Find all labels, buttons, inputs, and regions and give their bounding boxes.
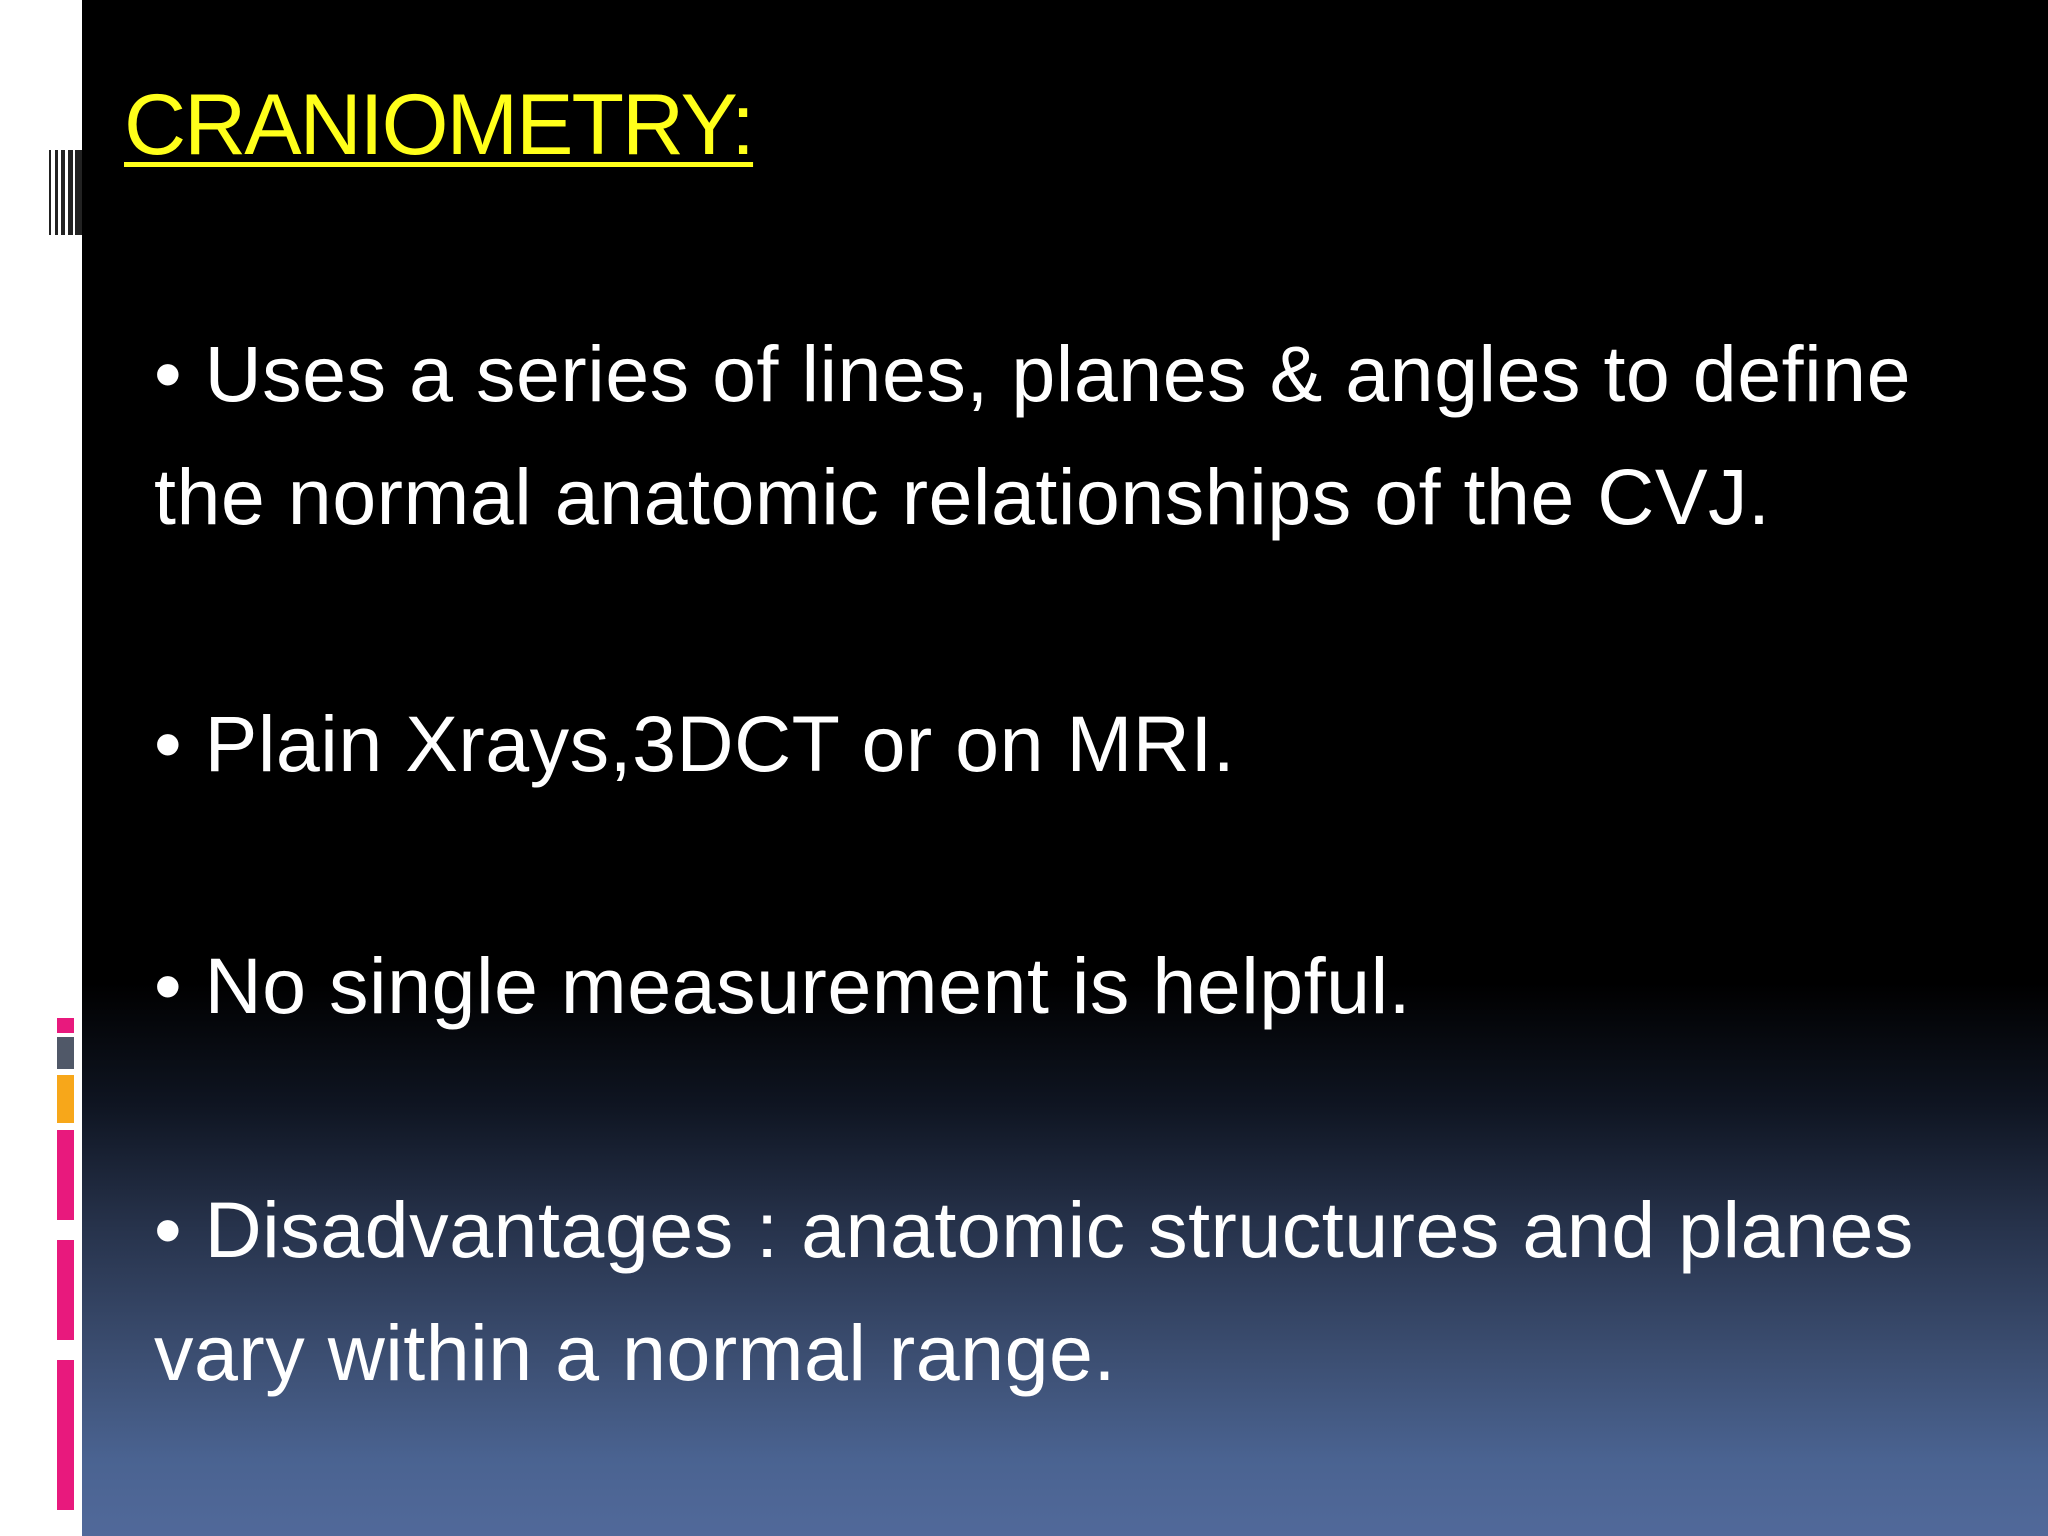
bullet-item xyxy=(154,682,2034,805)
bullet-symbol: • xyxy=(154,699,183,788)
accent-block-pink xyxy=(57,1130,74,1220)
accent-block-pink xyxy=(57,1360,74,1510)
accent-block-pink xyxy=(57,1240,74,1340)
accent-block-slate xyxy=(57,1037,74,1069)
bullet-text: vary within a normal range. xyxy=(154,1308,1116,1397)
barcode-line xyxy=(49,150,51,235)
bullet-symbol: • xyxy=(154,329,183,418)
bullet-line xyxy=(154,924,2034,1047)
bullet-line xyxy=(154,435,2034,558)
left-decoration-strip xyxy=(0,0,82,1536)
bullet-symbol: • xyxy=(154,941,183,1030)
barcode-line xyxy=(75,150,82,235)
bullet-text: Plain Xrays,3DCT or on MRI. xyxy=(204,699,1236,788)
bullet-line xyxy=(154,1168,2034,1291)
barcode-line xyxy=(61,150,65,235)
bullet-line xyxy=(154,1291,2034,1414)
barcode-line xyxy=(68,150,73,235)
bullet-symbol: • xyxy=(154,1185,183,1274)
bullet-text: No single measurement is helpful. xyxy=(204,941,1412,1030)
accent-block-orange xyxy=(57,1075,74,1123)
barcode-line xyxy=(55,150,58,235)
bullet-line xyxy=(154,312,2034,435)
bullet-text: Disadvantages : anatomic structures and planes xyxy=(204,1185,1914,1274)
bullet-item xyxy=(154,924,2034,1047)
bullet-item xyxy=(154,1168,2034,1414)
accent-block-pink xyxy=(57,1018,74,1033)
slide-title: CRANIOMETRY: xyxy=(124,77,754,173)
bullet-text: Uses a series of lines, planes & angles to define xyxy=(204,329,1912,418)
bullet-item xyxy=(154,312,2034,558)
bullet-text: the normal anatomic relationships of the CVJ. xyxy=(154,452,1771,541)
bullet-line xyxy=(154,682,2034,805)
